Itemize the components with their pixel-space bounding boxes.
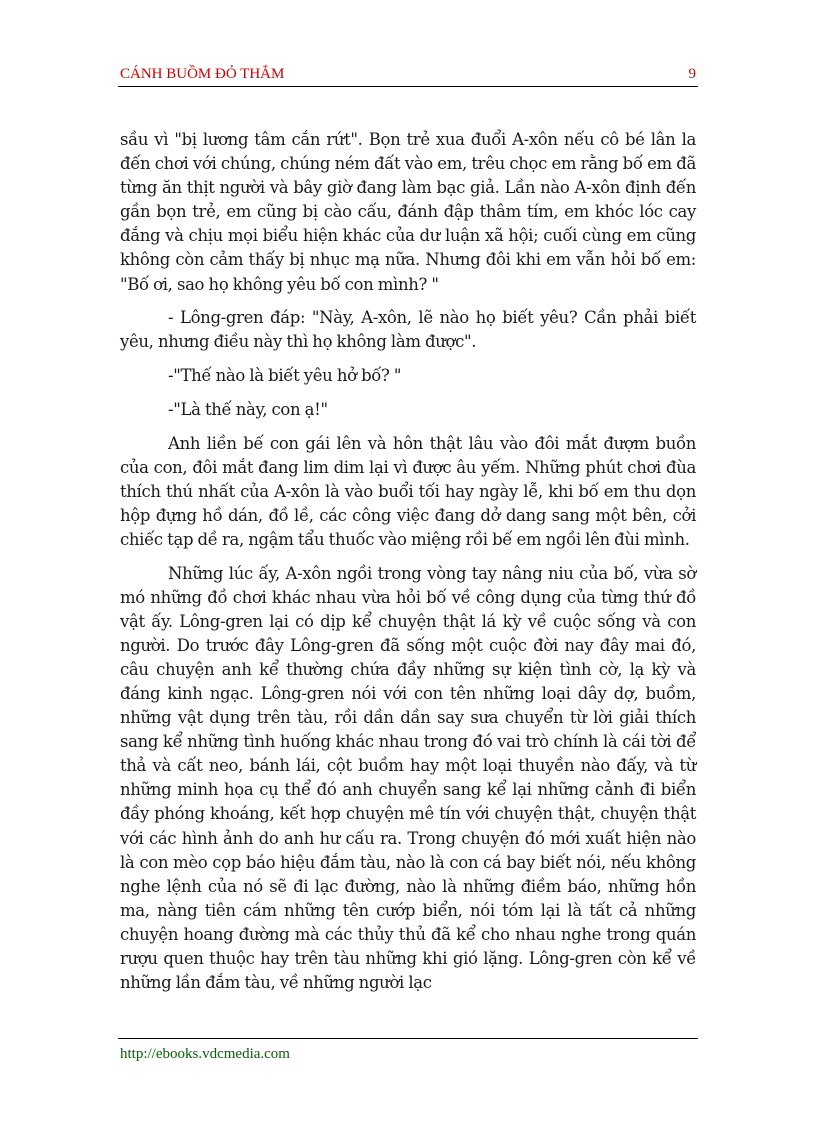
- header-divider: [118, 86, 698, 87]
- footer-url[interactable]: http://ebooks.vdcmedia.com: [120, 1046, 290, 1062]
- paragraph-4: Anh liền bế con gái lên và hôn thật lâu vào đôi mắt đượm buồn của con, đôi mắt đang lim dim lại vì được âu yếm. Những phút chơi đùa thích thú nhất của A-xôn là vào buổi tối hay ngày lễ, khi bố em thu dọn hộp đựng hồ dán, đồ lề, các công việc đang dở dang sang một bên, cởi chiếc tạp dề ra, ngậm tẩu thuốc vào miệng rồi bế em ngồi lên đùi mình.: [120, 434, 696, 550]
- book-title: CÁNH BUỒM ĐỎ THẮM: [120, 66, 285, 82]
- body-text: [120, 128, 696, 1004]
- page-number: 9: [688, 66, 696, 82]
- page-header: [118, 64, 698, 88]
- paragraph-dialog-2: -"Thế nào là biết yêu hở bố? ": [168, 365, 402, 385]
- paragraph-5: Những lúc ấy, A-xôn ngồi trong vòng tay nâng niu của bố, vừa sờ mó những đồ chơi khác nhau vừa hỏi bố về công dụng của từng thứ đồ vật ấy. Lông-gren lại có dịp kể chuyện thật lá kỳ về cuộc sống và con người. Do trước đây Lông-gren đã sống một cuộc đời nay đây mai đó, câu chuyện anh kể thường chứa đầy những sự kiện tình cờ, lạ kỳ và đáng kinh ngạc. Lông-gren nói với con tên những loại dây dợ, buồm, những vật dụng trên tàu, rồi dần dần say sưa chuyển từ lời giải thích sang kể những tình huống khác nhau trong đó vai trò chính là cái tời để thả và cất neo, bánh lái, cột buồm hay một loại thuyền nào đấy, và từ những minh họa cụ thể đó anh chuyển sang kể lại những cảnh đi biển đầy phóng khoáng, kết hợp chuyện mê tín với chuyện thật, chuyện thật với các hình ảnh do anh hư cấu ra. Trong chuyện đó mới xuất hiện nào là con mèo cọp báo hiệu đắm tàu, nào là con cá bay biết nói, nếu không nghe lệnh của nó sẽ đi lạc đường, nào là những điềm báo, những hồn ma, nàng tiên cám những tên cướp biển, nói tóm lại là tất cả những chuyện hoang đường mà các thủy thủ đã kể cho nhau nghe trong quán rượu quen thuộc hay trên tàu những khi gió lặng. Lông-gren còn kể về những lần đắm tàu, về những người lạc: [120, 563, 696, 993]
- paragraph-continued: sầu vì "bị lương tâm cắn rứt". Bọn trẻ xua đuổi A-xôn nếu cô bé lân la đến chơi với chúng, chúng ném đất vào em, trêu chọc em rằng bố em đã từng ăn thịt người và bây giờ đang làm bạc giả. Lần nào A-xôn định đến gần bọn trẻ, em cũng bị cào cấu, đánh đập thâm tím, em khóc lóc cay đắng và chịu mọi biểu hiện khác của dư luận xã hội; cuối cùng em cũng không còn cảm thấy bị nhục mạ nữa. Nhưng đôi khi em vẫn hỏi bố em: "Bố ơi, sao họ không yêu bố con mình? ": [120, 130, 696, 294]
- paragraph-dialog-3: -"Là thế này, con ạ!": [168, 399, 328, 419]
- footer-divider: [118, 1038, 698, 1039]
- paragraph-dialog-1: - Lông-gren đáp: "Này, A-xôn, lẽ nào họ biết yêu? Cần phải biết yêu, nhưng điều này thì họ không làm được".: [120, 307, 696, 351]
